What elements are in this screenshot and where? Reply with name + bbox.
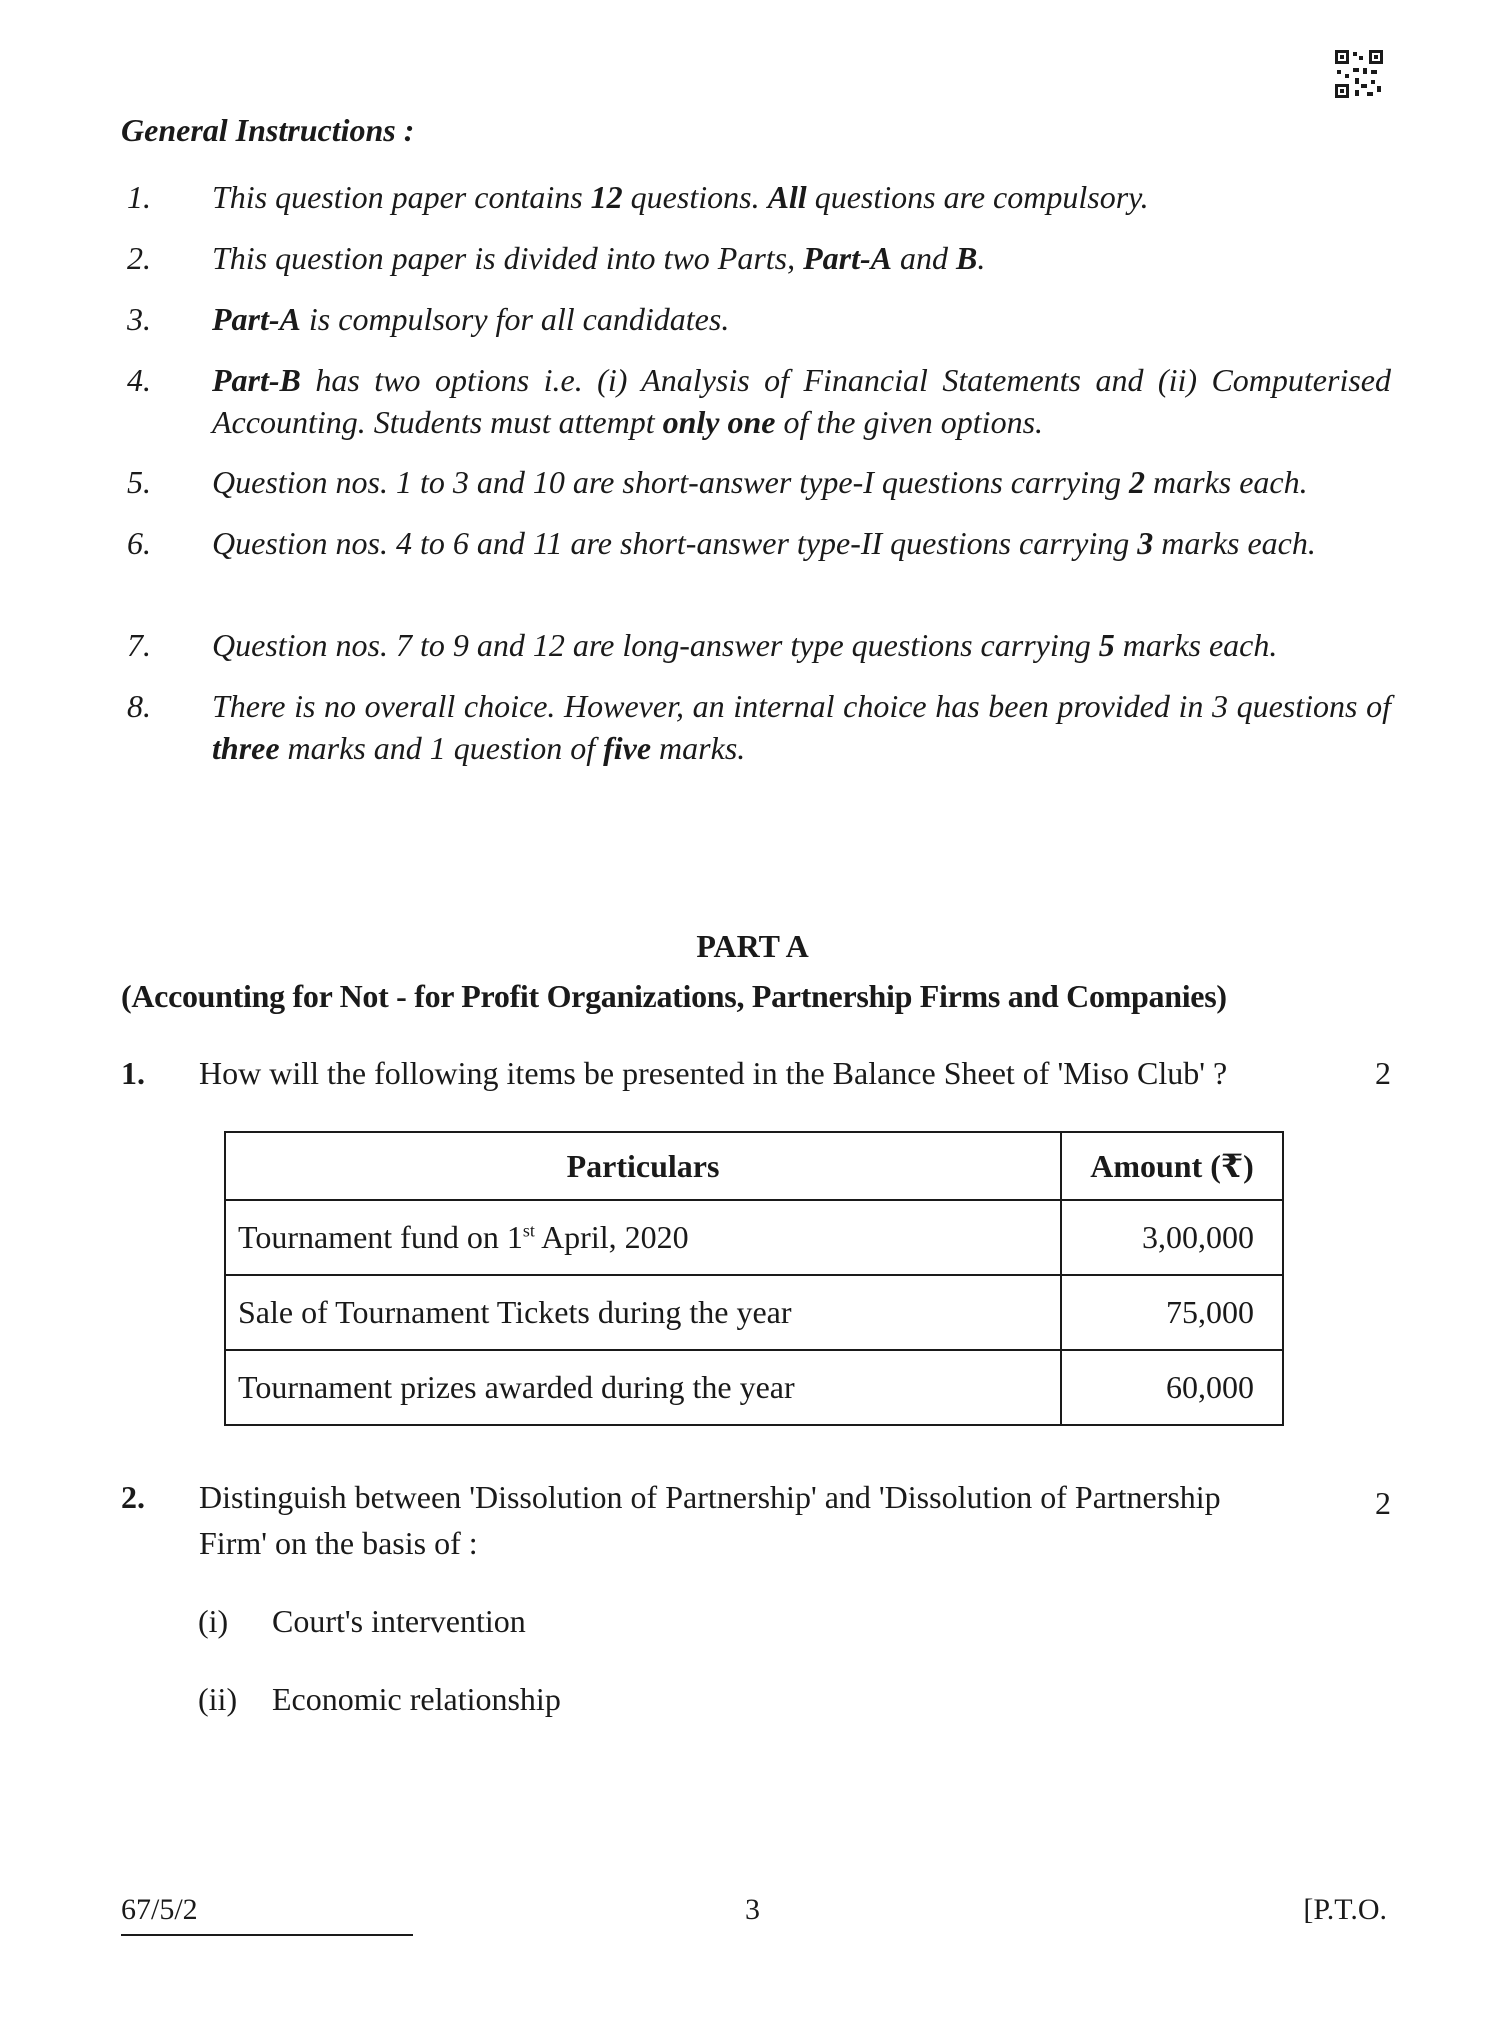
particular-cell	[225, 1200, 1061, 1275]
question-marks: 2	[1375, 1485, 1391, 1521]
question-number: 2.	[121, 1479, 145, 1515]
part-title: PART A	[696, 928, 809, 964]
table-row	[225, 1350, 1283, 1425]
question-number: 1.	[121, 1055, 145, 1091]
instruction-fragment: of the given options.	[775, 404, 1044, 440]
question-text: How will the following items be presented in the Balance Sheet of 'Miso Club' ?	[199, 1055, 1228, 1091]
general-instructions-heading: General Instructions :	[121, 112, 415, 148]
instruction-number: 7.	[127, 627, 151, 663]
question-marks: 2	[1375, 1055, 1391, 1091]
part-subtitle: (Accounting for Not - for Profit Organizations, Partnership Firms and Companies)	[121, 978, 1227, 1014]
instruction-emphasis: 2	[1128, 464, 1145, 500]
instruction-emphasis: five	[603, 730, 652, 766]
sub-question-text: Court's intervention	[272, 1603, 526, 1639]
particular-cell: Sale of Tournament Tickets during the year	[225, 1275, 1061, 1350]
instruction-item	[121, 237, 1391, 279]
sub-question-number: (i)	[198, 1603, 229, 1639]
instruction-fragment: marks and 1 question of	[279, 730, 604, 766]
instruction-emphasis: 3	[1137, 525, 1154, 561]
ordinal-suffix: st	[522, 1220, 535, 1241]
question-1	[121, 1050, 1391, 1096]
instruction-number: 8.	[127, 688, 151, 724]
instruction-number: 3.	[127, 301, 151, 337]
instruction-emphasis: only one	[662, 404, 776, 440]
instruction-text	[212, 298, 1391, 340]
instruction-number: 6.	[127, 525, 151, 561]
instruction-number: 5.	[127, 464, 151, 500]
instruction-emphasis: Part-A	[803, 240, 893, 276]
please-turn-over: [P.T.O.	[1303, 1893, 1387, 1926]
instruction-emphasis: 12	[590, 179, 623, 215]
instruction-item	[121, 298, 1391, 340]
balance-sheet-items-table	[224, 1131, 1284, 1426]
instruction-text	[212, 237, 1391, 279]
instruction-fragment: marks.	[651, 730, 746, 766]
amount-header: Amount (₹)	[1061, 1132, 1283, 1200]
instruction-emphasis: B	[956, 240, 978, 276]
particular-cell: Tournament prizes awarded during the year	[225, 1350, 1061, 1425]
particulars-header: Particulars	[225, 1132, 1061, 1200]
qr-code-icon	[1335, 50, 1383, 98]
instruction-item	[121, 461, 1391, 503]
instruction-item	[121, 522, 1391, 564]
instruction-number: 1.	[127, 179, 151, 215]
table-row	[225, 1275, 1283, 1350]
amount-cell: 60,000	[1061, 1350, 1283, 1425]
instruction-fragment: is compulsory for all candidates.	[300, 301, 730, 337]
instruction-item	[121, 685, 1391, 769]
amount-cell: 75,000	[1061, 1275, 1283, 1350]
particular-text-end: April, 2020	[534, 1219, 689, 1255]
instruction-number: 2.	[127, 240, 151, 276]
instruction-text	[212, 685, 1391, 769]
page-number: 3	[745, 1893, 760, 1926]
instruction-text	[212, 176, 1391, 218]
instruction-fragment: and	[892, 240, 957, 276]
instruction-fragment: marks each.	[1153, 525, 1316, 561]
instruction-fragment: questions are compulsory.	[806, 179, 1149, 215]
instruction-fragment: marks each.	[1144, 464, 1308, 500]
table-row	[225, 1200, 1283, 1275]
instruction-number: 4.	[127, 362, 151, 398]
instruction-fragment: This question paper contains	[212, 179, 591, 215]
instruction-text	[212, 359, 1391, 443]
instruction-item	[121, 624, 1391, 666]
instruction-text	[212, 624, 1391, 666]
footer-rule	[121, 1934, 413, 1936]
instruction-emphasis: 5	[1098, 627, 1115, 663]
instruction-fragment: Question nos. 1 to 3 and 10 are short-answer type-I questions carrying	[212, 464, 1129, 500]
question-text: Distinguish between 'Dissolution of Partnership' and 'Dissolution of Partnership Firm' on the basis of :	[199, 1479, 1221, 1561]
instruction-emphasis: Part-A	[212, 301, 301, 337]
instruction-item	[121, 176, 1391, 218]
paper-code: 67/5/2	[121, 1893, 198, 1926]
instruction-fragment: .	[977, 240, 986, 276]
sub-question-number: (ii)	[198, 1681, 238, 1717]
instruction-emphasis: three	[212, 730, 280, 766]
instruction-fragment: has two options i.e. (i) Analysis of Financial Statements and (ii) Computerised Accounting. Students must attempt	[212, 362, 1391, 440]
particular-text: Tournament fund on 1	[238, 1219, 523, 1255]
instruction-fragment: Question nos. 7 to 9 and 12 are long-answer type questions carrying	[212, 627, 1099, 663]
table-header-row	[225, 1132, 1283, 1200]
instruction-text	[212, 461, 1391, 503]
instruction-emphasis: Part-B	[212, 362, 301, 398]
instruction-fragment: questions.	[622, 179, 768, 215]
question-2	[121, 1474, 1391, 1566]
instruction-fragment: Question nos. 4 to 6 and 11 are short-answer type-II questions carrying	[212, 525, 1138, 561]
instruction-text	[212, 522, 1391, 564]
instruction-fragment: There is no overall choice. However, an internal choice has been provided in 3 questions of	[212, 688, 1391, 724]
amount-cell: 3,00,000	[1061, 1200, 1283, 1275]
instruction-fragment: This question paper is divided into two Parts,	[212, 240, 804, 276]
instruction-emphasis: All	[767, 179, 807, 215]
instruction-fragment: marks each.	[1114, 627, 1278, 663]
sub-question-text: Economic relationship	[272, 1681, 561, 1717]
instruction-item	[121, 359, 1391, 443]
